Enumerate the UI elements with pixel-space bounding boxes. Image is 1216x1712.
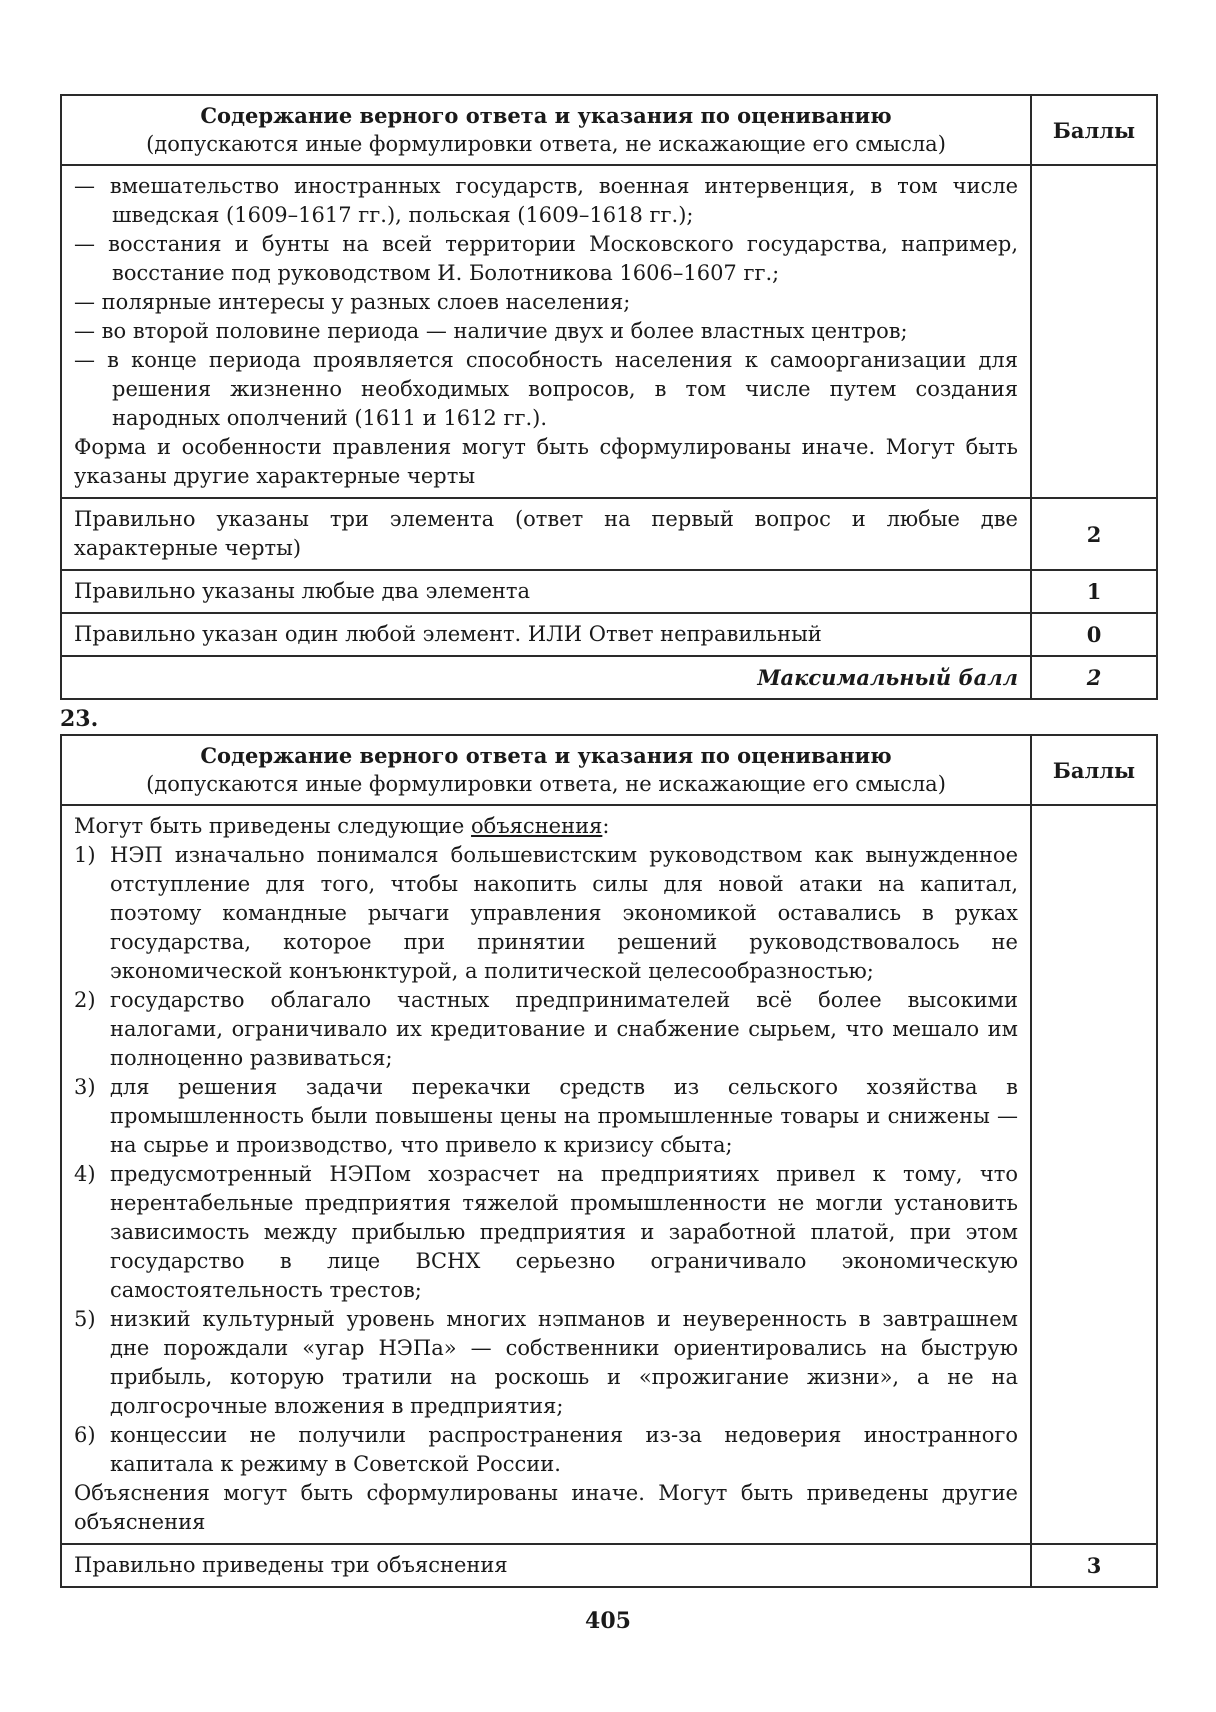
criteria-row: [61, 613, 1157, 656]
note-text: Форма и особенности правления могут быть сформулированы иначе. Могут быть указаны другие характерные черты: [74, 435, 1018, 488]
intro-text: [74, 812, 1018, 841]
item-number: 4): [74, 1162, 96, 1186]
intro-before: Могут быть приведены следующие: [74, 814, 472, 838]
content-cell: [61, 165, 1031, 498]
page-number: 405: [585, 1608, 631, 1634]
criteria-row: [61, 1544, 1157, 1587]
list-item: [74, 1421, 1018, 1479]
item-number: 6): [74, 1423, 96, 1447]
table-header-row: [61, 95, 1157, 165]
header-cell: [61, 95, 1031, 165]
header-subtitle: (допускаются иные формулировки ответа, не искажающие его смысла): [146, 772, 946, 796]
criteria-score: 2: [1031, 498, 1157, 570]
intro-after: :: [602, 814, 610, 838]
item-number: 5): [74, 1307, 96, 1331]
header-cell: [61, 735, 1031, 805]
content-cell: [61, 805, 1031, 1544]
list-item: [74, 986, 1018, 1073]
item-text: для решения задачи перекачки средств из сельского хозяйства в промышленность были повышены цены на промышленные товары и снижены — на сырье и производство, что привело к кризису сбыта;: [110, 1075, 1018, 1157]
list-item: — вмешательство иностранных государств, военная интервенция, в том числе шведская (1609–1617 гг.), польская (1609–1618 гг.);: [74, 174, 1018, 227]
item-text: предусмотренный НЭПом хозрасчет на предприятиях привел к тому, что нерентабельные предприятия тяжелой промышленности не могли установить зависимость между прибылью предприятия и заработной платой, при этом государство в лице ВСНХ серьезно ограничивало экономическую самостоятельность трестов;: [110, 1162, 1018, 1302]
criteria-score: 3: [1031, 1544, 1157, 1587]
content-row: [61, 165, 1157, 498]
header-title: Содержание верного ответа и указания по оцениванию: [200, 103, 892, 128]
criteria-table-prev: [60, 94, 1158, 700]
empty-score-cell: [1031, 165, 1157, 498]
criteria-row: [61, 498, 1157, 570]
item-number: 1): [74, 843, 96, 867]
list-item: [74, 1160, 1018, 1305]
criteria-text: Правильно указаны любые два элемента: [61, 570, 1031, 613]
item-number: 2): [74, 988, 96, 1012]
list-item: — полярные интересы у разных слоев населения;: [74, 290, 631, 314]
max-score-value: 2: [1031, 656, 1157, 699]
max-score-row: [61, 656, 1157, 699]
criteria-text: Правильно приведены три объяснения: [61, 1544, 1031, 1587]
criteria-score: 0: [1031, 613, 1157, 656]
max-score-label: Максимальный балл: [61, 656, 1031, 699]
list-item: — в конце периода проявляется способность населения к самоорганизации для решения жизненно необходимых вопросов, в том числе путем создания народных ополчений (1611 и 1612 гг.).: [74, 348, 1018, 430]
score-header: Баллы: [1031, 735, 1157, 805]
list-item: — во второй половине периода — наличие двух и более властных центров;: [74, 319, 908, 343]
list-item: [74, 841, 1018, 986]
content-row: [61, 805, 1157, 1544]
score-header: Баллы: [1031, 95, 1157, 165]
header-subtitle: (допускаются иные формулировки ответа, не искажающие его смысла): [146, 132, 946, 156]
criteria-score: 1: [1031, 570, 1157, 613]
item-text: НЭП изначально понимался большевистским руководством как вынужденное отступление для того, чтобы накопить силы для новой атаки на капитал, поэтому командные рычаги управления экономикой оставались в руках государства, которое при принятии решений руководствовалось не экономической конъюнктурой, а политической целесообразностью;: [110, 843, 1018, 983]
empty-score-cell: [1031, 805, 1157, 1544]
criteria-table-q23: [60, 734, 1158, 1588]
note-text: Объяснения могут быть сформулированы иначе. Могут быть приведены другие объяснения: [74, 1481, 1018, 1534]
table-header-row: [61, 735, 1157, 805]
header-title: Содержание верного ответа и указания по оцениванию: [200, 743, 892, 768]
item-text: государство облагало частных предпринимателей всё более высокими налогами, ограничивало их кредитование и снабжение сырьем, что мешало им полноценно развиваться;: [110, 988, 1018, 1070]
item-text: концессии не получили распространения из-за недоверия иностранного капитала к режиму в Советской России.: [110, 1423, 1018, 1476]
intro-underlined: объяснения: [471, 814, 603, 838]
item-number: 3): [74, 1075, 96, 1099]
list-item: [74, 1073, 1018, 1160]
list-item: [74, 1305, 1018, 1421]
item-text: низкий культурный уровень многих нэпманов и неуверенность в завтрашнем дне порождали «угар НЭПа» — собственники ориентировались на быструю прибыль, которую тратили на роскошь и «прожигание жизни», а не на долгосрочные вложения в предприятия;: [110, 1307, 1018, 1418]
list-item: — восстания и бунты на всей территории Московского государства, например, восстание под руководством И. Болотникова 1606–1607 гг.;: [74, 232, 1018, 285]
criteria-text: Правильно указан один любой элемент. ИЛИ Ответ неправильный: [61, 613, 1031, 656]
criteria-text: Правильно указаны три элемента (ответ на первый вопрос и любые две характерные черты): [61, 498, 1031, 570]
criteria-row: [61, 570, 1157, 613]
question-number: 23.: [60, 706, 99, 732]
